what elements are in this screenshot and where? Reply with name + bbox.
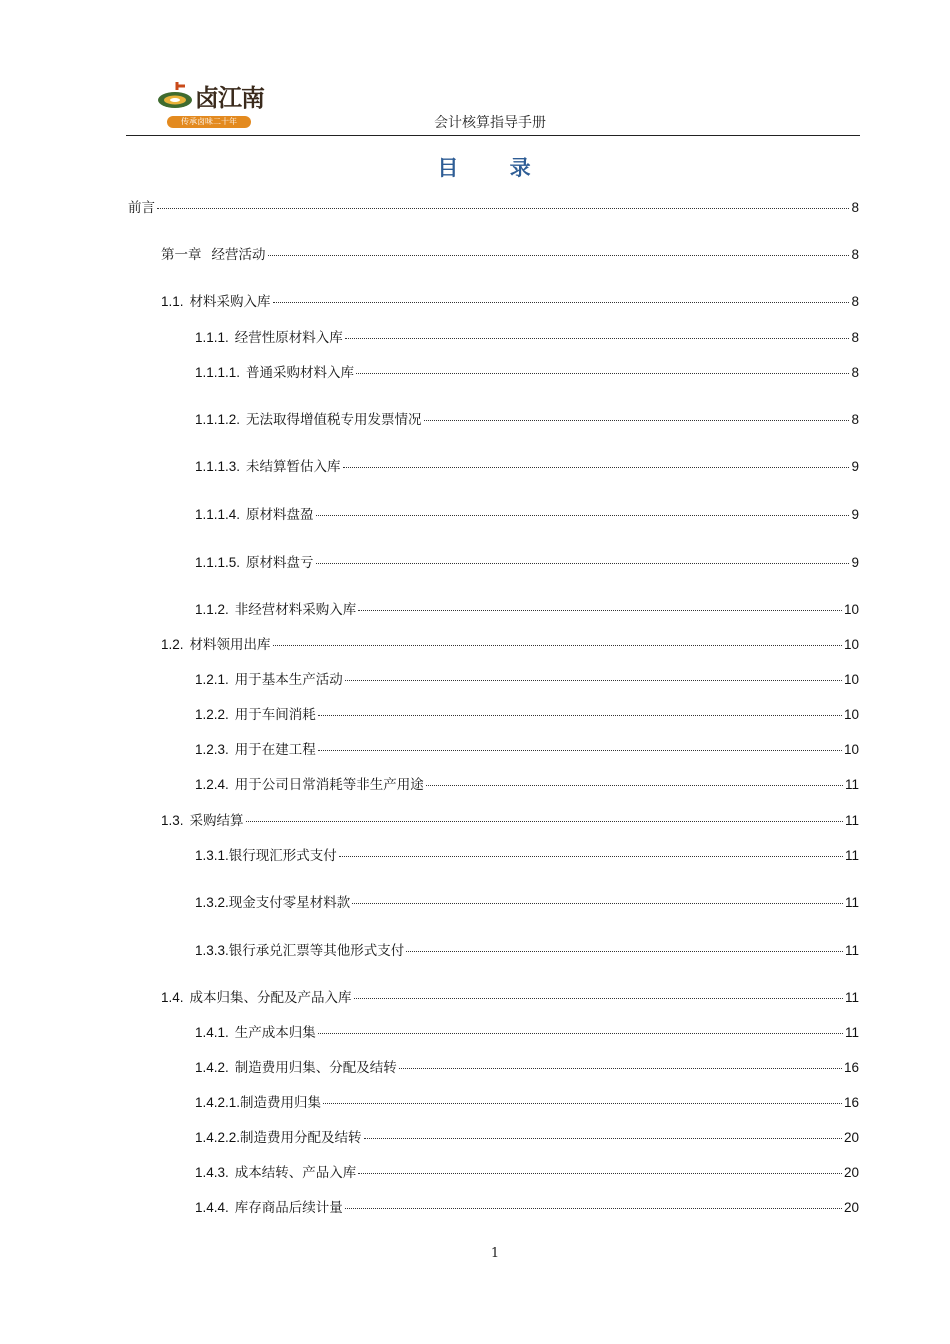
- toc-entry-number: 1.4.4.: [195, 1200, 229, 1215]
- toc-entry[interactable]: [195, 361, 859, 379]
- toc-leader-dots: [157, 208, 849, 209]
- toc-entry-label: 采购结算: [189, 813, 244, 829]
- toc-entry[interactable]: [195, 668, 859, 686]
- toc-entry[interactable]: [195, 738, 859, 756]
- toc-leader-dots: [318, 750, 842, 751]
- toc-entry-label: 生产成本归集: [234, 1025, 316, 1041]
- toc-leader-dots: [318, 715, 842, 716]
- company-logo: [155, 76, 265, 132]
- toc-entry-number: 第一章: [161, 247, 202, 263]
- toc-entry-label: 普通采购材料入库: [246, 365, 355, 381]
- toc-entry-page: 9: [851, 459, 859, 474]
- toc-entry[interactable]: [161, 986, 859, 1004]
- toc-leader-dots: [316, 563, 850, 564]
- toc-entry-number: 1.4.: [161, 990, 184, 1005]
- toc-entry-page: 20: [843, 1165, 859, 1180]
- toc-entry-label: 无法取得增值税专用发票情况: [246, 412, 422, 428]
- toc-leader-dots: [426, 785, 843, 786]
- toc-entry-label: 用于在建工程: [234, 742, 316, 758]
- toc-entry[interactable]: [195, 1126, 859, 1144]
- toc-entry-label: 库存商品后续计量: [234, 1200, 343, 1216]
- toc-entry-label: 原材料盘盈: [246, 507, 314, 523]
- toc-leader-dots: [358, 610, 842, 611]
- toc-entry-number: 1.1.2.: [195, 602, 229, 617]
- toc-entry[interactable]: [195, 326, 859, 344]
- toc-entry[interactable]: [195, 1021, 859, 1039]
- toc-entry-number: 1.1.: [161, 294, 184, 309]
- toc-entry-label: 制造费用归集: [240, 1095, 322, 1111]
- toc-leader-dots: [339, 856, 843, 857]
- toc-leader-dots: [399, 1068, 842, 1069]
- toc-entry-number: 1.3.2.: [195, 895, 229, 910]
- toc-entry-label: 用于车间消耗: [234, 707, 316, 723]
- toc-leader-dots: [345, 680, 842, 681]
- toc-entry-label: 材料采购入库: [189, 294, 271, 310]
- toc-entry-page: 11: [844, 943, 859, 958]
- toc-entry-page: 8: [851, 247, 859, 262]
- toc-entry-number: 1.4.2.2.: [195, 1130, 241, 1145]
- toc-entry[interactable]: [161, 633, 859, 651]
- toc-leader-dots: [424, 420, 850, 421]
- toc-leader-dots: [356, 373, 849, 374]
- toc-entry-label: 用于基本生产活动: [234, 672, 343, 688]
- toc-entry-page: 8: [851, 200, 859, 215]
- toc-leader-dots: [273, 302, 850, 303]
- logo-tagline: 传承卤味二十年: [167, 116, 251, 128]
- toc-entry[interactable]: [195, 773, 859, 791]
- toc-entry-page: 20: [843, 1200, 859, 1215]
- toc-entry[interactable]: [195, 598, 859, 616]
- toc-entry-number: 1.1.1.: [195, 330, 229, 345]
- toc-entry-page: 11: [844, 895, 859, 910]
- page-number: 1: [490, 1246, 500, 1261]
- toc-leader-dots: [345, 338, 850, 339]
- toc-entry[interactable]: [195, 891, 859, 909]
- toc-entry[interactable]: [128, 196, 859, 214]
- toc-entry-label: 制造费用分配及结转: [240, 1130, 362, 1146]
- toc-entry-page: 10: [843, 707, 859, 722]
- toc-entry-number: 1.4.3.: [195, 1165, 229, 1180]
- toc-entry-number: 1.1.1.3.: [195, 459, 241, 474]
- toc-entry-page: 10: [843, 637, 859, 652]
- toc-entry[interactable]: [195, 408, 859, 426]
- toc-entry-label: 非经营材料采购入库: [234, 602, 357, 618]
- toc-entry-number: 1.3.3.: [195, 943, 229, 958]
- toc-entry-label: 成本结转、产品入库: [234, 1165, 357, 1181]
- toc-leader-dots: [364, 1138, 842, 1139]
- toc-leader-dots: [406, 951, 843, 952]
- toc-entry-page: 8: [851, 412, 859, 427]
- toc-entry-page: 16: [843, 1095, 859, 1110]
- toc-leader-dots: [354, 998, 843, 999]
- toc-entry-number: 1.1.1.2.: [195, 412, 241, 427]
- toc-title: 目 录: [437, 156, 553, 180]
- toc-entry-label: 前言: [128, 200, 155, 216]
- header-divider: [126, 135, 860, 136]
- toc-entry-page: 11: [844, 848, 859, 863]
- toc-entry-label: 经营性原材料入库: [234, 330, 343, 346]
- toc-entry-label: 原材料盘亏: [246, 555, 314, 571]
- toc-entry-label: 成本归集、分配及产品入库: [189, 990, 352, 1006]
- toc-entry-label: 现金支付零星材料款: [228, 895, 351, 911]
- toc-leader-dots: [268, 255, 850, 256]
- toc-entry-number: 1.2.1.: [195, 672, 229, 687]
- toc-entry-label: 用于公司日常消耗等非生产用途: [234, 777, 424, 793]
- toc-entry-number: 1.1.1.5.: [195, 555, 241, 570]
- toc-leader-dots: [273, 645, 842, 646]
- toc-entry-page: 8: [851, 365, 859, 380]
- toc-entry[interactable]: [195, 503, 859, 521]
- toc-entry[interactable]: [195, 844, 859, 862]
- toc-entry-page: 9: [851, 555, 859, 570]
- toc-entry-number: 1.2.4.: [195, 777, 229, 792]
- toc-entry[interactable]: [161, 243, 859, 261]
- toc-entry-page: 8: [851, 330, 859, 345]
- toc-entry-page: 10: [843, 742, 859, 757]
- toc-leader-dots: [352, 903, 843, 904]
- toc-entry-number: 1.4.1.: [195, 1025, 229, 1040]
- toc-leader-dots: [246, 821, 843, 822]
- toc-entry[interactable]: [161, 290, 859, 308]
- toc-leader-dots: [316, 515, 850, 516]
- toc-entry[interactable]: [195, 939, 859, 957]
- toc-entry[interactable]: [195, 455, 859, 473]
- toc-entry[interactable]: [195, 551, 859, 569]
- toc-leader-dots: [343, 467, 850, 468]
- toc-entry-label: 银行现汇形式支付: [228, 848, 337, 864]
- toc-entry-page: 16: [843, 1060, 859, 1075]
- toc-entry-number: 1.4.2.: [195, 1060, 229, 1075]
- toc-entry-label: 未结算暂估入库: [246, 459, 341, 475]
- toc-entry[interactable]: [195, 703, 859, 721]
- document-header-title: 会计核算指导手册: [434, 115, 546, 131]
- toc-entry-number: 1.3.: [161, 813, 184, 828]
- toc-entry-page: 20: [843, 1130, 859, 1145]
- toc-entry-page: 11: [844, 1025, 859, 1040]
- toc-entry-number: 1.2.3.: [195, 742, 229, 757]
- logo-emblem-icon: [155, 76, 199, 116]
- toc-entry[interactable]: [195, 1196, 859, 1214]
- logo-wordmark: 卤江南: [195, 84, 264, 112]
- toc-entry-number: 1.2.: [161, 637, 184, 652]
- toc-entry-page: 11: [844, 813, 859, 828]
- toc-entry-page: 11: [844, 990, 859, 1005]
- toc-leader-dots: [358, 1173, 842, 1174]
- toc-entry[interactable]: [195, 1091, 859, 1109]
- toc-entry[interactable]: [195, 1056, 859, 1074]
- toc-entry-label: 经营活动: [211, 247, 266, 263]
- toc-entry-page: 10: [843, 672, 859, 687]
- toc-entry-number: 1.4.2.1.: [195, 1095, 241, 1110]
- toc-entry-page: 11: [844, 777, 859, 792]
- toc-leader-dots: [323, 1103, 842, 1104]
- toc-entry-label: 银行承兑汇票等其他形式支付: [228, 943, 405, 959]
- toc-entry-number: 1.1.1.4.: [195, 507, 241, 522]
- toc-entry-number: 1.3.1.: [195, 848, 229, 863]
- toc-entry[interactable]: [161, 809, 859, 827]
- toc-entry[interactable]: [195, 1161, 859, 1179]
- toc-entry-number: 1.1.1.1.: [195, 365, 241, 380]
- toc-entry-page: 8: [851, 294, 859, 309]
- toc-entry-label: 制造费用归集、分配及结转: [234, 1060, 397, 1076]
- toc-entry-label: 材料领用出库: [189, 637, 271, 653]
- toc-entry-page: 9: [851, 507, 859, 522]
- toc-entry-page: 10: [843, 602, 859, 617]
- toc-leader-dots: [345, 1208, 842, 1209]
- toc-leader-dots: [318, 1033, 843, 1034]
- toc-entry-number: 1.2.2.: [195, 707, 229, 722]
